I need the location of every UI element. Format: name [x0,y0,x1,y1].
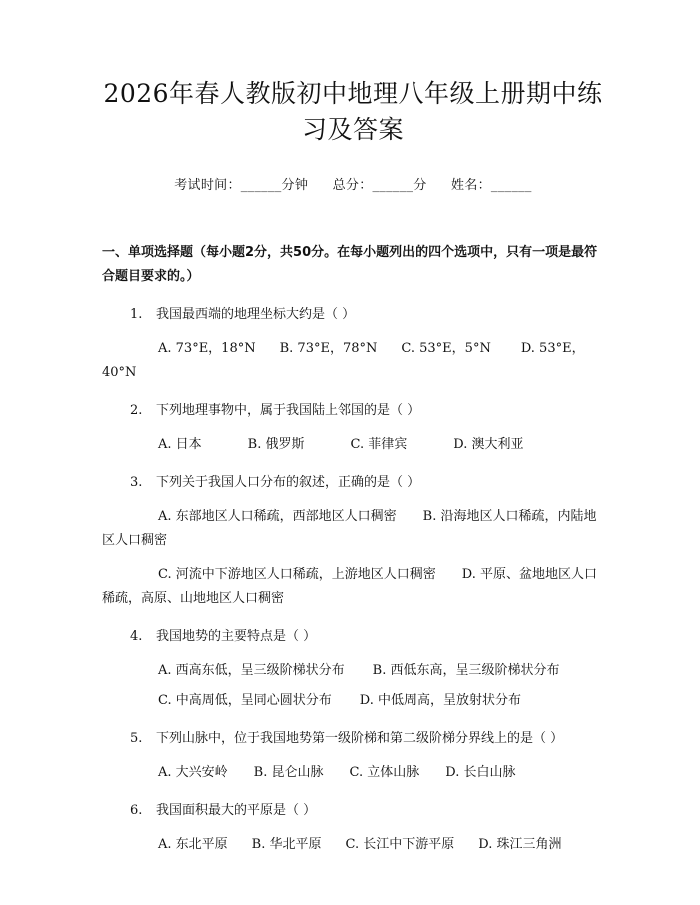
question-options [102,689,604,713]
question-number: 4. [130,629,143,644]
option-c: C. 53°E，5°N [401,341,491,356]
option-d: D. 53°E，40°N [102,341,585,380]
option-b: B. 西低东高，呈三级阶梯状分布 [372,663,560,678]
student-name: 姓名：______ [451,178,532,193]
option-b: B. 73°E，78°N [279,341,378,356]
option-c: C. 中高周低，呈同心圆状分布 [158,693,332,708]
document-title: 2026年春人教版初中地理八年级上册期中练习及答案 [103,79,603,144]
option-b: B. 沿海地区人口稀疏，内陆地区人口稠密 [102,509,597,548]
option-a: A. 日本 [158,437,202,452]
section-heading: 一、单项选择题（每小题2分，共50分。在每小题列出的四个选项中，只有一项是最符合题目要求的。） [102,245,598,284]
question-options [102,563,604,611]
question-stem: 下列山脉中，位于我国地势第一级阶梯和第二级阶梯分界线上的是（ ） [156,731,564,746]
option-c: C. 河流中下游地区人口稀疏，上游地区人口稠密 [158,567,436,582]
option-c: C. 菲律宾 [350,437,408,452]
question-3 [102,471,604,611]
question-stem: 下列地理事物中，属于我国陆上邻国的是（ ） [156,403,421,418]
option-c: C. 立体山脉 [349,765,420,780]
question-options [102,433,604,457]
option-d: D. 珠江三角洲 [478,837,562,852]
question-options [102,761,604,785]
option-d: D. 平原、盆地地区人口稀疏，高原、山地地区人口稠密 [102,567,597,606]
question-stem: 我国面积最大的平原是（ ） [156,803,317,818]
question-stem: 下列关于我国人口分布的叙述，正确的是（ ） [156,475,421,490]
option-b: B. 昆仑山脉 [253,765,324,780]
option-d: D. 长白山脉 [445,765,516,780]
option-b: B. 俄罗斯 [247,437,305,452]
exam-score: 总分：______分 [332,178,427,193]
question-stem: 我国最西端的地理坐标大约是（ ） [156,307,356,322]
option-a: A. 西高东低，呈三级阶梯状分布 [158,663,345,678]
option-d: D. 澳大利亚 [453,437,524,452]
option-a: A. 大兴安岭 [158,765,228,780]
question-5 [102,727,604,785]
question-stem: 我国地势的主要特点是（ ） [156,629,317,644]
option-a: A. 73°E，18°N [158,341,256,356]
question-number: 6. [130,803,143,818]
question-1 [102,303,604,385]
exam-time: 考试时间：______分钟 [174,178,309,193]
question-options [102,659,604,683]
question-number: 2. [130,403,143,418]
question-options [102,505,604,553]
question-options [102,337,604,385]
option-a: A. 东北平原 [158,837,228,852]
question-number: 1. [130,307,143,322]
question-6 [102,799,604,857]
question-2 [102,399,604,457]
question-number: 5. [130,731,143,746]
question-4 [102,625,604,713]
exam-info [102,174,604,193]
option-c: C. 长江中下游平原 [345,837,455,852]
question-number: 3. [130,475,143,490]
option-b: B. 华北平原 [251,837,322,852]
option-d: D. 中低周高，呈放射状分布 [359,693,521,708]
question-options [102,833,604,857]
option-a: A. 东部地区人口稀疏，西部地区人口稠密 [158,509,397,524]
